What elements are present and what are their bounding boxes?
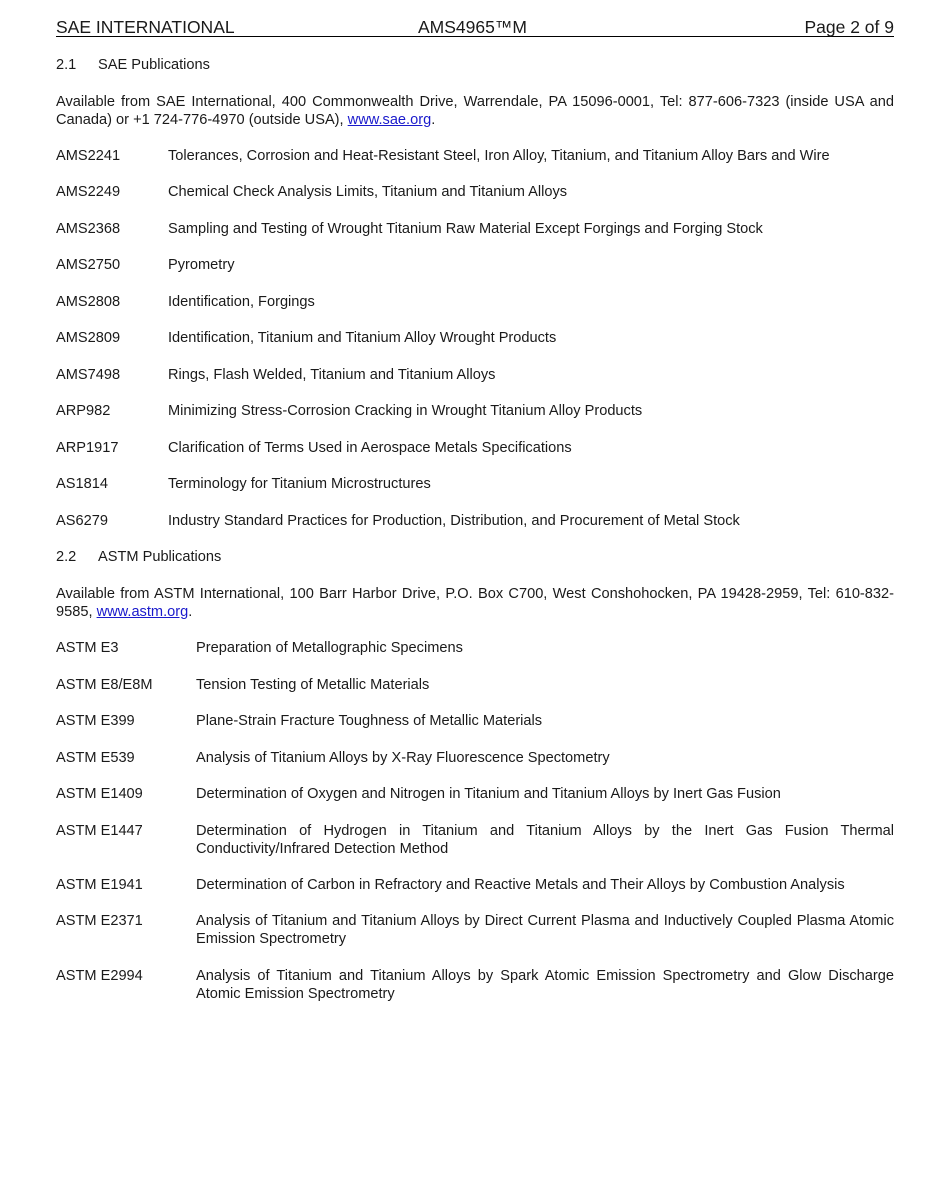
reference-title: Terminology for Titanium Microstructures	[168, 476, 431, 492]
section-number: 2.2	[56, 549, 77, 565]
reference-title: Clarification of Terms Used in Aerospace Metals Specifications	[168, 440, 572, 456]
page-header	[56, 16, 894, 37]
header-org: SAE INTERNATIONAL	[56, 17, 235, 37]
reference-title: Industry Standard Practices for Production, Distribution, and Procurement of Metal Stock	[168, 513, 740, 529]
reference-code: AMS2368	[56, 221, 121, 237]
reference-title: Pyrometry	[168, 257, 235, 273]
sae-availability-paragraph: Available from SAE International, 400 Commonwealth Drive, Warrendale, PA 15096-0001, Tel: 877-606-7323 (inside USA and Canada) or +1 724-776-4970 (outside USA), www.sae.org.	[56, 94, 894, 128]
reference-code: AMS2808	[56, 294, 121, 310]
reference-code: AS1814	[56, 476, 108, 492]
header-page-number: Page 2 of 9	[804, 17, 894, 37]
reference-title: Identification, Titanium and Titanium Alloy Wrought Products	[168, 330, 557, 346]
reference-code: ASTM E1409	[56, 786, 143, 802]
reference-code: AMS2241	[56, 148, 121, 164]
reference-title: Determination of Hydrogen in Titanium and Titanium Alloys by the Inert Gas Fusion Thermal Conductivity/Infrared Detection Method	[196, 823, 894, 857]
section-title: SAE Publications	[98, 57, 210, 73]
reference-title: Chemical Check Analysis Limits, Titanium and Titanium Alloys	[168, 184, 568, 200]
section-number: 2.1	[56, 57, 77, 73]
reference-code: ASTM E1941	[56, 877, 143, 893]
section-title: ASTM Publications	[98, 549, 222, 565]
reference-title: Identification, Forgings	[168, 294, 315, 310]
reference-title: Preparation of Metallographic Specimens	[196, 640, 463, 656]
header-doc-id: AMS4965™M	[418, 17, 527, 37]
reference-title: Determination of Carbon in Refractory and Reactive Metals and Their Alloys by Combustion Analysis	[196, 877, 845, 893]
reference-title: Plane-Strain Fracture Toughness of Metallic Materials	[196, 713, 543, 729]
astm-website-link[interactable]: www.astm.org	[96, 604, 189, 620]
reference-code: ASTM E399	[56, 713, 135, 729]
reference-code: ASTM E3	[56, 640, 119, 656]
reference-title: Sampling and Testing of Wrought Titanium Raw Material Except Forgings and Forging Stock	[168, 221, 763, 237]
reference-title: Analysis of Titanium and Titanium Alloys by Direct Current Plasma and Inductively Coupled Plasma Atomic Emission Spectrometry	[196, 913, 894, 947]
reference-title: Minimizing Stress-Corrosion Cracking in Wrought Titanium Alloy Products	[168, 403, 643, 419]
section-heading-astm	[56, 548, 221, 566]
reference-code: ASTM E2994	[56, 968, 143, 984]
reference-title: Tension Testing of Metallic Materials	[196, 677, 430, 693]
reference-code: AMS2249	[56, 184, 121, 200]
reference-code: AS6279	[56, 513, 108, 529]
reference-code: ARP982	[56, 403, 111, 419]
reference-code: AMS7498	[56, 367, 121, 383]
reference-title: Analysis of Titanium and Titanium Alloys by Spark Atomic Emission Spectrometry and Glow Discharge Atomic Emission Spectrometry	[196, 968, 894, 1002]
reference-title: Determination of Oxygen and Nitrogen in Titanium and Titanium Alloys by Inert Gas Fusion	[196, 786, 781, 802]
reference-code: ASTM E2371	[56, 913, 143, 929]
reference-code: ASTM E1447	[56, 823, 143, 839]
reference-code: ASTM E539	[56, 750, 135, 766]
reference-title: Analysis of Titanium Alloys by X-Ray Fluorescence Spectometry	[196, 750, 610, 766]
reference-title: Rings, Flash Welded, Titanium and Titanium Alloys	[168, 367, 496, 383]
reference-code: AMS2750	[56, 257, 121, 273]
reference-code: ARP1917	[56, 440, 119, 456]
sae-website-link[interactable]: www.sae.org	[347, 112, 432, 128]
reference-title: Tolerances, Corrosion and Heat-Resistant Steel, Iron Alloy, Titanium, and Titanium Alloy Bars and Wire	[168, 148, 830, 164]
section-heading-sae	[56, 56, 210, 74]
reference-code: ASTM E8/E8M	[56, 677, 153, 693]
reference-code: AMS2809	[56, 330, 121, 346]
astm-availability-paragraph: Available from ASTM International, 100 Barr Harbor Drive, P.O. Box C700, West Conshohocken, PA 19428-2959, Tel: 610-832-9585, www.astm.org.	[56, 586, 894, 620]
